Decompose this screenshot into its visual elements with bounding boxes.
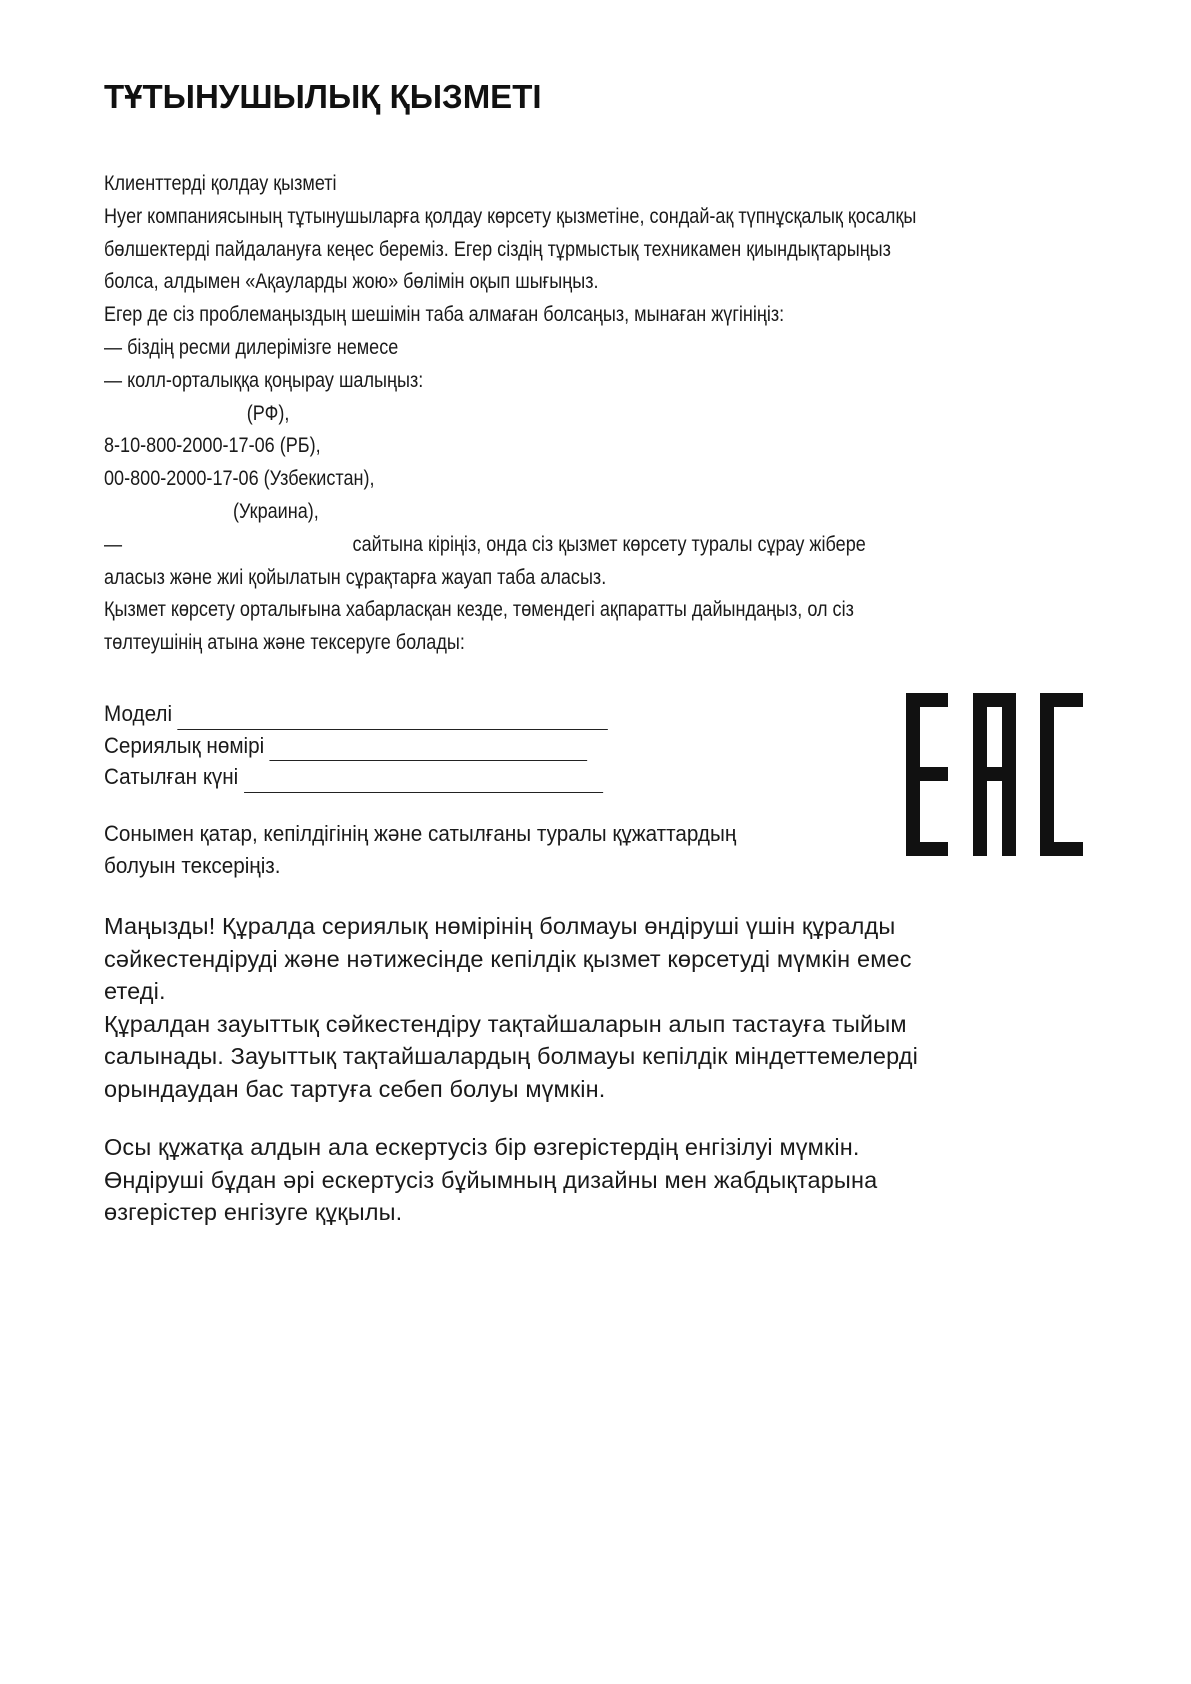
documents-line: Сонымен қатар, кепілдігінің және сатылғаны туралы құжаттардың: [104, 821, 737, 846]
product-info-form: [104, 698, 608, 793]
website-text: сайтына кіріңіз, онда сіз қызмет көрсету туралы сұрау жібере: [352, 532, 866, 556]
model-label: Моделі: [104, 701, 173, 726]
website-dash: —: [104, 532, 123, 556]
service-center-line: төлтеушінің атына және тексеруге болады:: [104, 631, 465, 655]
eac-mark-icon: [906, 693, 1083, 856]
support-text-line: болса, алдымен «Ақауларды жою» бөлімін оқып шығыңыз.: [104, 270, 599, 294]
support-section: [104, 168, 916, 660]
date-fill-line[interactable]: [244, 768, 603, 793]
important-notice: [104, 910, 918, 1106]
notice-line: Осы құжатқа алдын ала ескертусіз бір өзгерістердің енгізілуі мүмкін.: [104, 1134, 860, 1160]
serial-row: [104, 730, 608, 762]
phone-uz: 00-800-2000-17-06 (Узбекистан),: [104, 467, 375, 491]
documents-note: [104, 818, 736, 881]
website-line: [104, 529, 916, 562]
dealer-option: — біздің ресми дилерімізге немесе: [104, 335, 399, 359]
serial-label: Сериялық нөмірі: [104, 732, 265, 758]
phone-rf: (РФ),: [246, 401, 290, 425]
important-line: Маңызды! Құралда сериялық нөмірінің болмауы өндіруші үшін құралды: [104, 913, 896, 939]
important-line: Құралдан зауыттық сәйкестендіру тақтайшаларын алып тастауға тыйым: [104, 1010, 907, 1037]
phone-ua: (Украина),: [233, 499, 319, 523]
phone-rb: 8-10-800-2000-17-06 (РБ),: [104, 434, 321, 458]
support-text-line: бөлшектерді пайдалануға кеңес береміз. Егер сіздің тұрмыстық техникамен қиындықтарыңыз: [104, 237, 891, 261]
website-text-2: аласыз және жиі қойылатын сұрақтарға жауап таба аласыз.: [104, 565, 607, 589]
model-fill-line[interactable]: [178, 705, 609, 730]
notice-line: Өндіруші бұдан әрі ескертусіз бұйымның дизайны мен жабдықтарына: [104, 1166, 878, 1193]
serial-fill-line[interactable]: [270, 736, 588, 761]
service-center-line: Қызмет көрсету орталығына хабарласқан кезде, төмендегі ақпаратты дайындаңыз, ол сіз: [104, 598, 854, 622]
change-notice: [104, 1131, 877, 1229]
model-row: [104, 698, 608, 730]
date-row: [104, 761, 608, 793]
documents-line: болуын тексеріңіз.: [104, 852, 281, 878]
call-center-option: — колл-орталыққа қоңырау шалыңыз:: [104, 368, 424, 392]
important-line: сәйкестендіруді және нәтижесінде кепілдік қызмет көрсетуді мүмкін емес: [104, 945, 912, 972]
support-text-line: Hyer компаниясының тұтынушыларға қолдау көрсету қызметіне, сондай-ақ түпнұсқалық қосалқы: [104, 204, 917, 228]
important-line: орындаудан бас тартуға себеп болуы мүмкін.: [104, 1075, 606, 1102]
important-line: салынады. Зауыттық тақтайшалардың болмауы кепілдік міндеттемелерді: [104, 1043, 919, 1070]
page-title: ТҰТЫНУШЫЛЫҚ ҚЫЗМЕТІ: [104, 78, 542, 115]
date-label: Сатылған күні: [104, 764, 239, 789]
notice-line: өзгерістер енгізуге құқылы.: [104, 1199, 403, 1226]
support-heading: Клиенттерді қолдау қызметі: [104, 172, 337, 195]
support-text-line: Егер де сіз проблемаңыздың шешімін таба алмаған болсаңыз, мынаған жүгініңіз:: [104, 303, 785, 327]
important-line: етеді.: [104, 978, 166, 1005]
